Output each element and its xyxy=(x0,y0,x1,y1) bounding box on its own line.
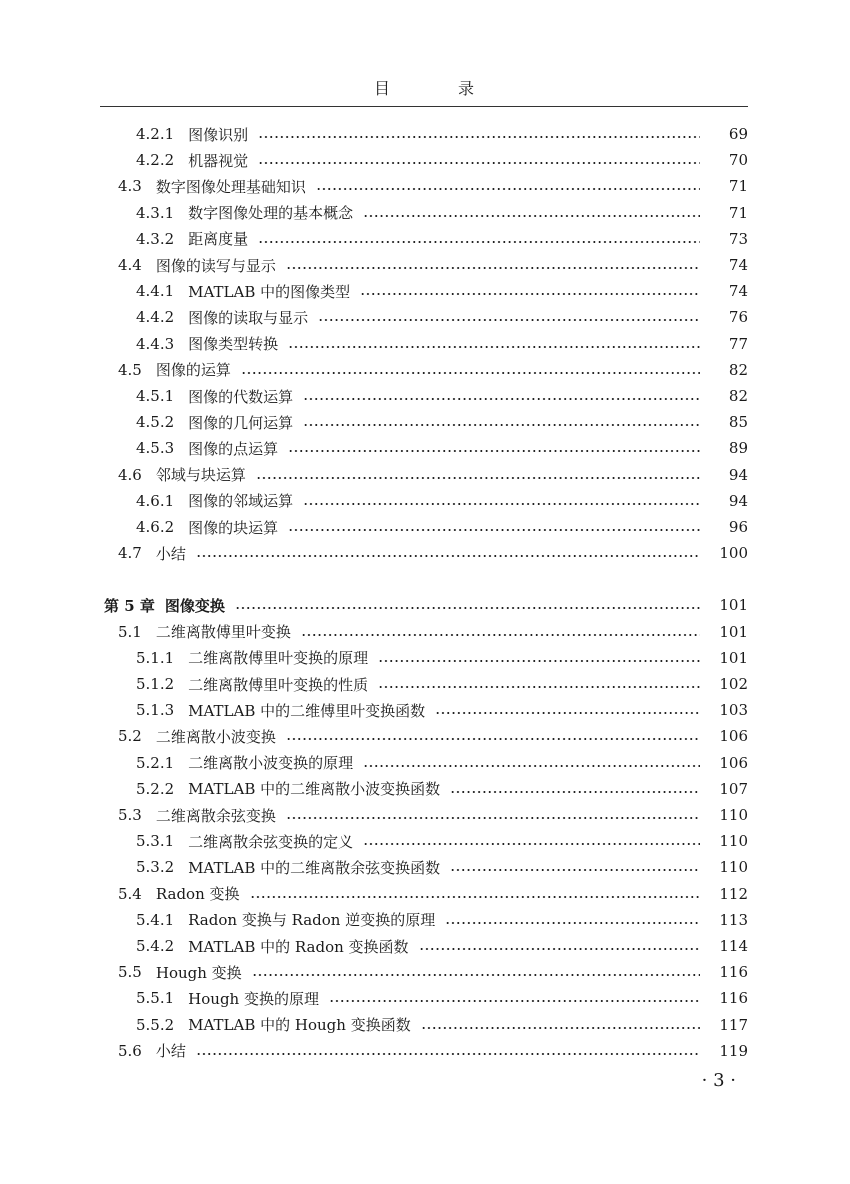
toc-entry-number: 4.3 xyxy=(118,177,142,196)
toc-entry-page: 116 xyxy=(719,963,748,982)
toc-entry-page: 107 xyxy=(719,779,748,798)
dot-leader xyxy=(419,948,700,950)
dot-leader xyxy=(363,765,700,767)
page-header xyxy=(100,76,748,107)
dot-leader xyxy=(445,922,700,924)
toc-entry xyxy=(0,671,850,697)
toc-entry-title: Hough 变换的原理 xyxy=(188,989,319,1008)
toc-entry-number: 5.1.1 xyxy=(136,648,175,667)
toc-entry-title: 图像的代数运算 xyxy=(188,387,294,406)
toc-entry-title: 图像类型转换 xyxy=(188,335,279,354)
toc-entry-number: 4.7 xyxy=(118,544,142,563)
dot-leader xyxy=(316,188,700,190)
toc-entry-title: MATLAB 中的二维傅里叶变换函数 xyxy=(188,701,426,720)
toc-entry xyxy=(0,750,850,776)
dot-leader xyxy=(363,215,700,217)
toc-entry-number: 5.3 xyxy=(118,806,142,824)
toc-entry-number: 5.1.3 xyxy=(136,701,175,720)
toc-entry-number: 5.1.2 xyxy=(136,675,175,693)
toc-entry xyxy=(0,331,850,357)
dot-leader xyxy=(288,529,700,531)
toc-entry-page: 101 xyxy=(719,648,748,667)
toc-entry-page: 112 xyxy=(719,884,748,903)
dot-leader xyxy=(360,293,700,295)
toc-entry-number: 5.2.2 xyxy=(136,779,175,798)
toc-entry xyxy=(0,1038,850,1064)
toc-entry-page: 89 xyxy=(728,439,748,458)
toc-entry-title: Radon 变换 xyxy=(155,885,240,904)
toc-entry-number: 5.3.2 xyxy=(136,858,175,877)
toc-entry-number: 4.6 xyxy=(118,465,142,484)
toc-entry xyxy=(0,802,850,828)
dot-leader xyxy=(421,1027,700,1029)
toc-entry xyxy=(0,173,850,199)
toc-entry-page: 101 xyxy=(719,596,748,615)
toc-entry-title: MATLAB 中的二维离散余弦变换函数 xyxy=(188,858,441,877)
toc-entry-page: 100 xyxy=(719,544,748,563)
toc-entry-title: 二维离散小波变换 xyxy=(155,727,276,746)
toc-entry-number: 第 5 章 xyxy=(104,596,155,615)
toc-entry xyxy=(0,854,850,880)
toc-entry-number: 5.1 xyxy=(118,622,142,641)
toc-entry-page: 74 xyxy=(728,256,748,274)
toc-entry-page: 102 xyxy=(719,675,748,693)
dot-leader xyxy=(378,686,700,688)
dot-leader xyxy=(288,450,700,452)
dot-leader xyxy=(196,1053,700,1055)
toc-entry xyxy=(0,933,850,959)
toc-entry-title: MATLAB 中的 Hough 变换函数 xyxy=(188,1016,411,1035)
toc-entry-page: 85 xyxy=(728,413,748,432)
dot-leader xyxy=(450,791,700,793)
toc-entry-page: 77 xyxy=(728,334,748,353)
toc-entry xyxy=(0,985,850,1011)
toc-entry-title: 图像的读取与显示 xyxy=(188,308,309,327)
dot-leader xyxy=(378,660,700,662)
toc-entry-page: 119 xyxy=(719,1041,748,1060)
toc-entry-number: 4.3.2 xyxy=(136,229,175,248)
toc-entry-number: 4.4.1 xyxy=(136,282,175,301)
toc-entry-number: 4.3.1 xyxy=(136,203,175,222)
toc-entry-page: 82 xyxy=(728,360,748,379)
toc-entry-number: 4.4 xyxy=(118,256,142,274)
toc-entry-title: 二维离散余弦变换的定义 xyxy=(188,832,354,851)
toc-entry-title: 图像的几何运算 xyxy=(188,413,294,432)
toc-entry-number: 4.4.2 xyxy=(136,308,175,327)
toc-entry-title: 数字图像处理基础知识 xyxy=(155,177,306,196)
toc-entry-page: 103 xyxy=(719,701,748,720)
toc-entry xyxy=(0,488,850,514)
dot-leader xyxy=(286,738,700,740)
toc-entry-page: 106 xyxy=(719,753,748,772)
toc-entry-page: 71 xyxy=(728,203,748,222)
dot-leader xyxy=(303,398,700,400)
toc-entry-page: 110 xyxy=(719,858,748,877)
toc-entry-title: 机器视觉 xyxy=(188,151,249,170)
toc-entry-page: 110 xyxy=(719,832,748,851)
toc-entry-title: 二维离散傅里叶变换的原理 xyxy=(188,649,369,668)
dot-leader xyxy=(252,974,700,976)
toc-entry-number: 5.4.2 xyxy=(136,937,175,955)
dot-leader xyxy=(318,319,700,321)
toc-entry-page: 71 xyxy=(728,177,748,196)
toc-entry-number: 5.5 xyxy=(118,963,142,982)
toc-entry xyxy=(0,514,850,540)
toc-entry-page: 106 xyxy=(719,727,748,746)
toc-entry-page: 113 xyxy=(719,910,748,929)
toc-entry-title: 图像的块运算 xyxy=(188,518,279,537)
toc-entry-title: 二维离散傅里叶变换的性质 xyxy=(188,675,369,694)
toc-entry xyxy=(0,907,850,933)
toc-entry xyxy=(0,121,850,147)
toc-entry-title: Radon 变换与 Radon 逆变换的原理 xyxy=(188,911,436,930)
toc-entry xyxy=(0,1012,850,1038)
toc-entry-title: 小结 xyxy=(155,544,186,563)
toc-entry xyxy=(0,959,850,985)
dot-leader xyxy=(235,607,700,609)
dot-leader xyxy=(303,503,700,505)
dot-leader xyxy=(250,896,700,898)
dot-leader xyxy=(286,267,700,269)
toc-entry-number: 4.5.1 xyxy=(136,387,175,405)
toc-entry-number: 5.2.1 xyxy=(136,753,175,772)
toc-entry-title: 图像识别 xyxy=(188,125,249,144)
toc-entry-number: 5.5.1 xyxy=(136,989,175,1008)
toc-entry xyxy=(0,645,850,671)
toc-entry-page: 117 xyxy=(719,1015,748,1034)
toc-entry xyxy=(0,252,850,278)
toc-entry-number: 4.2.1 xyxy=(136,125,175,143)
toc-entry-page: 82 xyxy=(728,387,748,405)
toc-entry-page: 96 xyxy=(728,518,748,536)
toc-entry-title: 二维离散傅里叶变换 xyxy=(155,623,291,642)
toc-entry-number: 4.2.2 xyxy=(136,151,175,170)
toc-entry-title: 图像的读写与显示 xyxy=(155,256,276,275)
toc-entry-title: 距离度量 xyxy=(188,230,249,249)
toc-entry-number: 5.3.1 xyxy=(136,832,175,851)
toc-entry-number: 5.5.2 xyxy=(136,1015,175,1034)
toc-entry-page: 74 xyxy=(728,282,748,301)
toc-entry-number: 5.4 xyxy=(118,884,142,903)
dot-leader xyxy=(256,477,700,479)
toc-entry xyxy=(0,147,850,173)
toc-entry-number: 4.6.1 xyxy=(136,491,175,510)
toc-entry-number: 5.2 xyxy=(118,727,142,746)
toc-entry xyxy=(0,435,850,461)
toc-entry-number: 4.5.2 xyxy=(136,413,175,432)
toc-entry-page: 70 xyxy=(728,151,748,170)
toc-chapter-entry xyxy=(0,592,850,618)
toc-entry-number: 4.5.3 xyxy=(136,439,175,458)
toc-entry xyxy=(0,383,850,409)
dot-leader xyxy=(301,634,700,636)
dot-leader xyxy=(288,346,700,348)
dot-leader xyxy=(196,555,700,557)
dot-leader xyxy=(286,817,700,819)
dot-leader xyxy=(303,424,700,426)
toc-entry xyxy=(0,278,850,304)
dot-leader xyxy=(363,843,700,845)
toc-entry-title: MATLAB 中的 Radon 变换函数 xyxy=(188,937,409,956)
toc-entry-page: 73 xyxy=(728,229,748,248)
toc-entry xyxy=(0,357,850,383)
toc-entry-page: 114 xyxy=(719,937,748,955)
toc-entry xyxy=(0,409,850,435)
toc-entry-title: 图像的运算 xyxy=(155,361,231,380)
toc-entry xyxy=(0,462,850,488)
toc-entry-title: MATLAB 中的二维离散小波变换函数 xyxy=(188,780,441,799)
toc-entry xyxy=(0,226,850,252)
toc-entry-page: 116 xyxy=(719,989,748,1008)
toc-entry xyxy=(0,540,850,566)
toc-entry xyxy=(0,697,850,723)
toc-entry-number: 5.6 xyxy=(118,1041,142,1060)
dot-leader xyxy=(258,241,700,243)
toc-entry xyxy=(0,881,850,907)
dot-leader xyxy=(258,136,700,138)
toc-entry-page: 76 xyxy=(728,308,748,327)
header-title: 目 录 xyxy=(373,79,500,98)
toc-entry xyxy=(0,776,850,802)
toc-entry xyxy=(0,828,850,854)
toc-entry-title: 图像的邻域运算 xyxy=(188,492,294,511)
dot-leader xyxy=(258,162,700,164)
toc-entry xyxy=(0,619,850,645)
dot-leader xyxy=(450,869,700,871)
toc-entry-number: 4.4.3 xyxy=(136,334,175,353)
toc-entry-page: 101 xyxy=(719,622,748,641)
dot-leader xyxy=(241,372,700,374)
toc-entry-page: 110 xyxy=(719,806,748,824)
toc-entry xyxy=(0,200,850,226)
toc-entry xyxy=(0,304,850,330)
toc-entry-title: 图像的点运算 xyxy=(188,439,279,458)
toc-entry-title: Hough 变换 xyxy=(155,963,242,982)
toc-entry-title: 二维离散小波变换的原理 xyxy=(188,754,354,773)
dot-leader xyxy=(435,712,700,714)
toc-entry-number: 4.6.2 xyxy=(136,518,175,536)
toc-entry-page: 69 xyxy=(728,125,748,143)
toc-entry-title: MATLAB 中的图像类型 xyxy=(188,282,351,301)
toc-entry-title: 数字图像处理的基本概念 xyxy=(188,204,354,223)
toc-entry-number: 4.5 xyxy=(118,360,142,379)
toc-entry-title: 图像变换 xyxy=(164,596,225,615)
toc-entry-title: 小结 xyxy=(155,1042,186,1061)
toc-entry-page: 94 xyxy=(728,465,748,484)
page-number: · 3 · xyxy=(701,1070,736,1091)
toc-entry-page: 94 xyxy=(728,491,748,510)
dot-leader xyxy=(329,1000,700,1002)
toc-entry xyxy=(0,723,850,749)
toc-entry-title: 邻域与块运算 xyxy=(155,466,246,485)
toc-entry-title: 二维离散余弦变换 xyxy=(155,806,276,825)
toc-entry-number: 5.4.1 xyxy=(136,910,175,929)
